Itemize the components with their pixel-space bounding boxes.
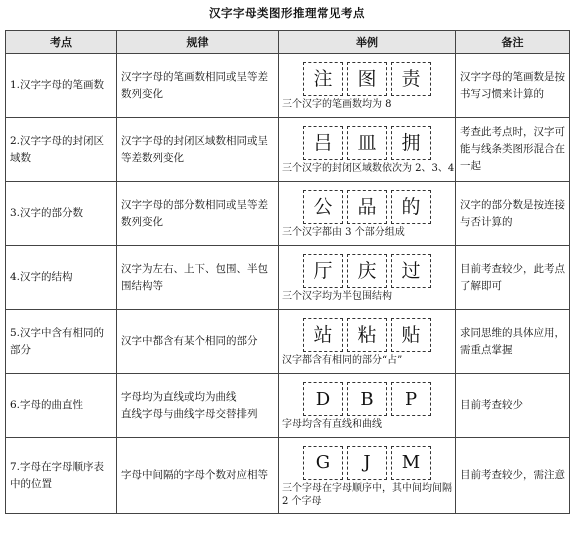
letter-box: M [391, 446, 431, 480]
char-box: 皿 [347, 126, 387, 160]
char-box: 公 [303, 190, 343, 224]
rule-cell: 汉字字母的封闭区域数相同或呈等差数列变化 [117, 118, 279, 182]
note-cell: 考查此考点时，汉字可能与线条类图形混合在一起 [456, 118, 570, 182]
example-cell [279, 438, 456, 514]
point-cell: 5.汉字中含有相同的部分 [6, 310, 117, 374]
letter-box: P [391, 382, 431, 416]
table-row [6, 374, 570, 438]
char-box: 粘 [347, 318, 387, 352]
letter-box: B [347, 382, 387, 416]
note-cell: 目前考查较少 [456, 374, 570, 438]
point-cell: 6.字母的曲直性 [6, 374, 117, 438]
char-box: 贴 [391, 318, 431, 352]
table-row [6, 182, 570, 246]
rule-cell: 字母均为直线或均为曲线 直线字母与曲线字母交替排列 [117, 374, 279, 438]
char-box: 庆 [347, 254, 387, 288]
rule-cell: 汉字字母的部分数相同或呈等差数列变化 [117, 182, 279, 246]
header-rule: 规律 [117, 31, 279, 54]
example-cell [279, 118, 456, 182]
note-cell: 目前考查较少，需注意 [456, 438, 570, 514]
char-box: 过 [391, 254, 431, 288]
table-row [6, 246, 570, 310]
rule-cell: 字母中间隔的字母个数对应相等 [117, 438, 279, 514]
example-cell [279, 310, 456, 374]
char-box: 责 [391, 62, 431, 96]
letter-box: D [303, 382, 343, 416]
header-note: 备注 [456, 31, 570, 54]
char-box: 品 [347, 190, 387, 224]
point-cell: 2.汉字字母的封闭区域数 [6, 118, 117, 182]
example-caption: 三个汉字均为半包围结构 [282, 291, 392, 302]
table-row [6, 310, 570, 374]
example-cell [279, 374, 456, 438]
header-point: 考点 [6, 31, 117, 54]
example-cell [279, 246, 456, 310]
letter-box: J [347, 446, 387, 480]
table-header-row [6, 31, 570, 54]
header-example: 举例 [279, 31, 456, 54]
note-cell: 求同思维的具体应用，需重点掌握 [456, 310, 570, 374]
note-cell: 汉字的部分数是按连接与否计算的 [456, 182, 570, 246]
example-cell [279, 182, 456, 246]
example-cell [279, 54, 456, 118]
example-caption: 三个字母在字母顺序中，其中间均间隔 2 个字母 [282, 482, 452, 507]
point-cell: 3.汉字的部分数 [6, 182, 117, 246]
example-caption: 三个汉字的封闭区域数依次为 2、3、4 [282, 163, 455, 174]
note-cell: 目前考查较少，此考点了解即可 [456, 246, 570, 310]
char-box: 厅 [303, 254, 343, 288]
example-caption: 汉字都含有相同的部分“占” [282, 355, 403, 366]
point-cell: 4.汉字的结构 [6, 246, 117, 310]
point-cell: 1.汉字字母的笔画数 [6, 54, 117, 118]
rule-cell: 汉字字母的笔画数相同或呈等差数列变化 [117, 54, 279, 118]
table-row [6, 118, 570, 182]
char-box: 图 [347, 62, 387, 96]
char-box: 站 [303, 318, 343, 352]
rule-cell: 汉字中都含有某个相同的部分 [117, 310, 279, 374]
table-row [6, 438, 570, 514]
note-cell: 汉字字母的笔画数是按书写习惯来计算的 [456, 54, 570, 118]
table-row [6, 54, 570, 118]
key-points-table [5, 30, 570, 514]
example-caption: 三个汉字都由 3 个部分组成 [282, 227, 405, 238]
example-caption: 字母均含有直线和曲线 [282, 419, 382, 430]
char-box: 的 [391, 190, 431, 224]
char-box: 拥 [391, 126, 431, 160]
letter-box: G [303, 446, 343, 480]
example-caption: 三个汉字的笔画数均为 8 [282, 99, 392, 110]
char-box: 吕 [303, 126, 343, 160]
rule-cell: 汉字为左右、上下、包围、半包围结构等 [117, 246, 279, 310]
point-cell: 7.字母在字母顺序表中的位置 [6, 438, 117, 514]
table-title: 汉字字母类图形推理常见考点 [209, 6, 365, 20]
char-box: 注 [303, 62, 343, 96]
